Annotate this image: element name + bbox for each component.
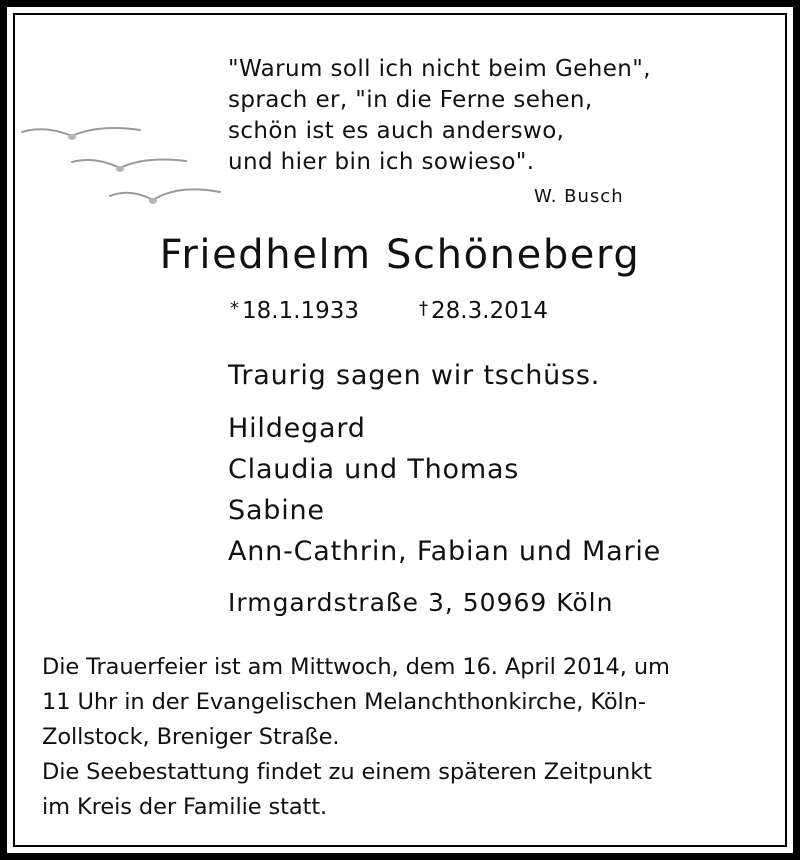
mourner-name: Ann-Cathrin, Fabian und Marie: [228, 536, 662, 567]
mourner-name: Hildegard: [228, 413, 366, 444]
seagulls-illustration: [20, 120, 230, 220]
quote-author: W. Busch: [534, 186, 624, 207]
notice-line: Zollstock, Breniger Straße.: [42, 724, 340, 750]
quote-line: sprach er, "in die Ferne sehen,: [228, 87, 593, 113]
mourner-name: Sabine: [228, 495, 325, 526]
quote-line: "Warum soll ich nicht beim Gehen",: [228, 56, 651, 82]
poem-quote: [228, 54, 651, 178]
notice-line: Die Trauerfeier ist am Mittwoch, dem 16. April 2014, um: [42, 654, 670, 680]
family-address: Irmgardstraße 3, 50969 Köln: [228, 588, 614, 617]
death-date: [419, 298, 548, 324]
cross-icon: †: [419, 298, 428, 319]
notice-line: im Kreis der Familie statt.: [42, 794, 328, 820]
mourner-name: Claudia und Thomas: [228, 454, 520, 485]
birth-date-value: 18.1.1933: [242, 298, 360, 324]
funeral-notice: [42, 650, 762, 825]
quote-line: schön ist es auch anderswo,: [228, 118, 565, 144]
farewell-line: Traurig sagen wir tschüss.: [228, 360, 601, 391]
notice-line: Die Seebestattung findet zu einem späteren Zeitpunkt: [42, 759, 652, 785]
death-date-value: 28.3.2014: [431, 298, 549, 324]
birth-symbol: *: [230, 298, 239, 319]
mourners-list: [228, 408, 661, 572]
birth-date: [230, 298, 359, 324]
notice-line: 11 Uhr in der Evangelischen Melanchthonkirche, Köln-: [42, 689, 646, 715]
seagull-icon: [22, 128, 140, 140]
seagull-icon: [110, 189, 220, 204]
seagull-icon: [72, 160, 186, 172]
quote-line: und hier bin ich sowieso".: [228, 149, 535, 175]
deceased-name: Friedhelm Schöneberg: [159, 232, 641, 278]
